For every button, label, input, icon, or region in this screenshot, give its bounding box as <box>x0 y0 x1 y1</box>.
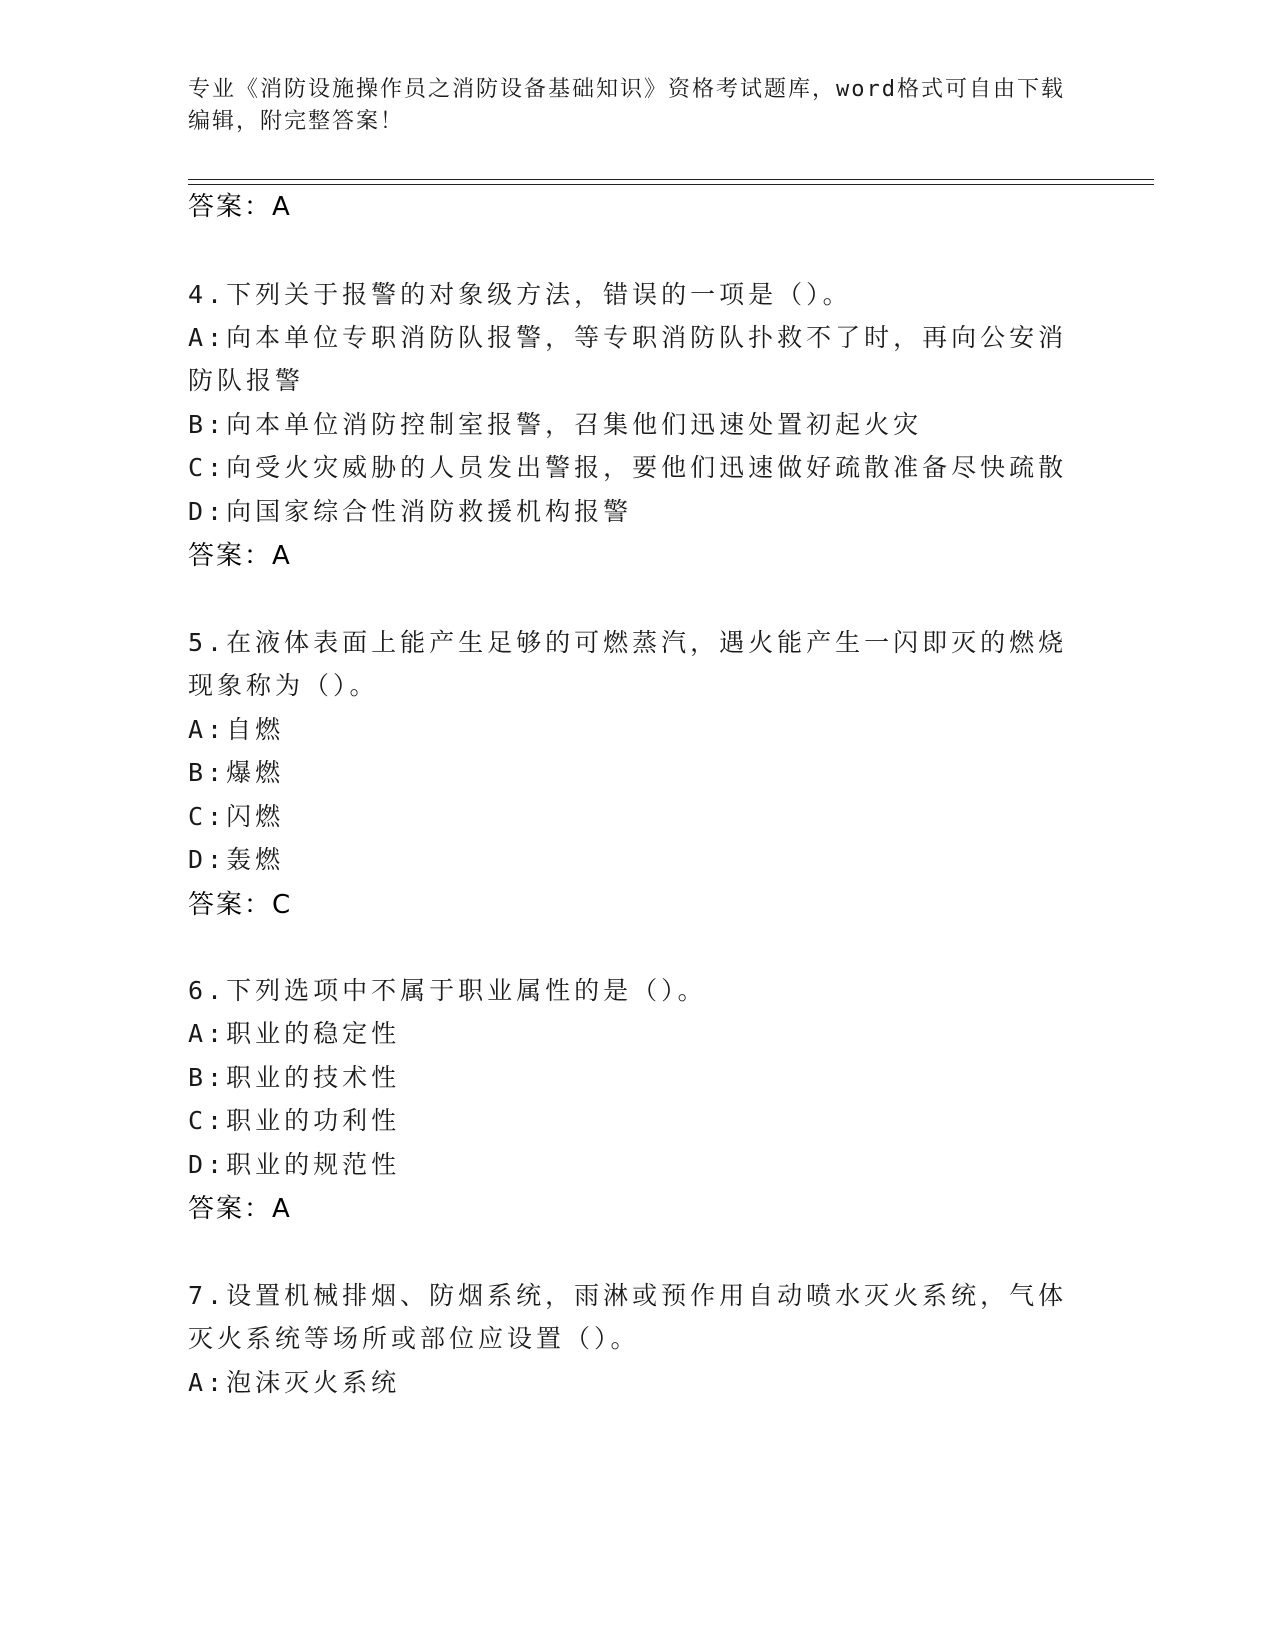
question-5-stem-line-1: 5.在液体表面上能产生足够的可燃蒸汽，遇火能产生一闪即灭的燃烧 <box>188 628 1068 657</box>
question-6-stem: 6.下列选项中不属于职业属性的是（）。 <box>188 976 707 1005</box>
question-7-option-a: A:泡沫灭火系统 <box>188 1368 401 1397</box>
header-divider-top <box>188 179 1154 180</box>
question-5-stem-line-2: 现象称为（）。 <box>188 671 379 700</box>
answer-q6: 答案：A <box>188 1194 292 1224</box>
question-5-option-b: B:爆燃 <box>188 758 285 787</box>
question-6-option-b: B:职业的技术性 <box>188 1063 401 1092</box>
question-7-stem-line-1: 7.设置机械排烟、防烟系统，雨淋或预作用自动喷水灭火系统，气体 <box>188 1281 1068 1310</box>
question-6-option-a: A:职业的稳定性 <box>188 1019 401 1048</box>
question-5-option-c: C:闪燃 <box>188 802 285 831</box>
question-4-option-c: C:向受火灾威胁的人员发出警报，要他们迅速做好疏散准备尽快疏散 <box>188 453 1068 482</box>
document-header: 专业《消防设施操作员之消防设备基础知识》资格考试题库，word格式可自由下载编辑，附完整答案！ <box>188 77 1065 134</box>
answer-q3: 答案：A <box>188 192 292 222</box>
question-4-option-b: B:向本单位消防控制室报警，召集他们迅速处置初起火灾 <box>188 410 923 439</box>
answer-q5: 答案：C <box>188 890 293 920</box>
question-4-option-a: A:向本单位专职消防队报警，等专职消防队扑救不了时，再向公安消 <box>188 323 1068 352</box>
header-divider-bottom <box>188 184 1154 185</box>
question-4-option-d: D:向国家综合性消防救援机构报警 <box>188 497 633 526</box>
question-6-option-c: C:职业的功利性 <box>188 1106 401 1135</box>
question-4-stem: 4.下列关于报警的对象级方法，错误的一项是（）。 <box>188 280 852 309</box>
question-7-stem-line-2: 灭火系统等场所或部位应设置（）。 <box>188 1324 640 1353</box>
question-5-option-a: A:自燃 <box>188 715 285 744</box>
answer-q4: 答案：A <box>188 541 292 571</box>
question-4-option-a-cont: 防队报警 <box>188 366 305 395</box>
question-5-option-d: D:轰燃 <box>188 845 285 874</box>
question-6-option-d: D:职业的规范性 <box>188 1150 401 1179</box>
